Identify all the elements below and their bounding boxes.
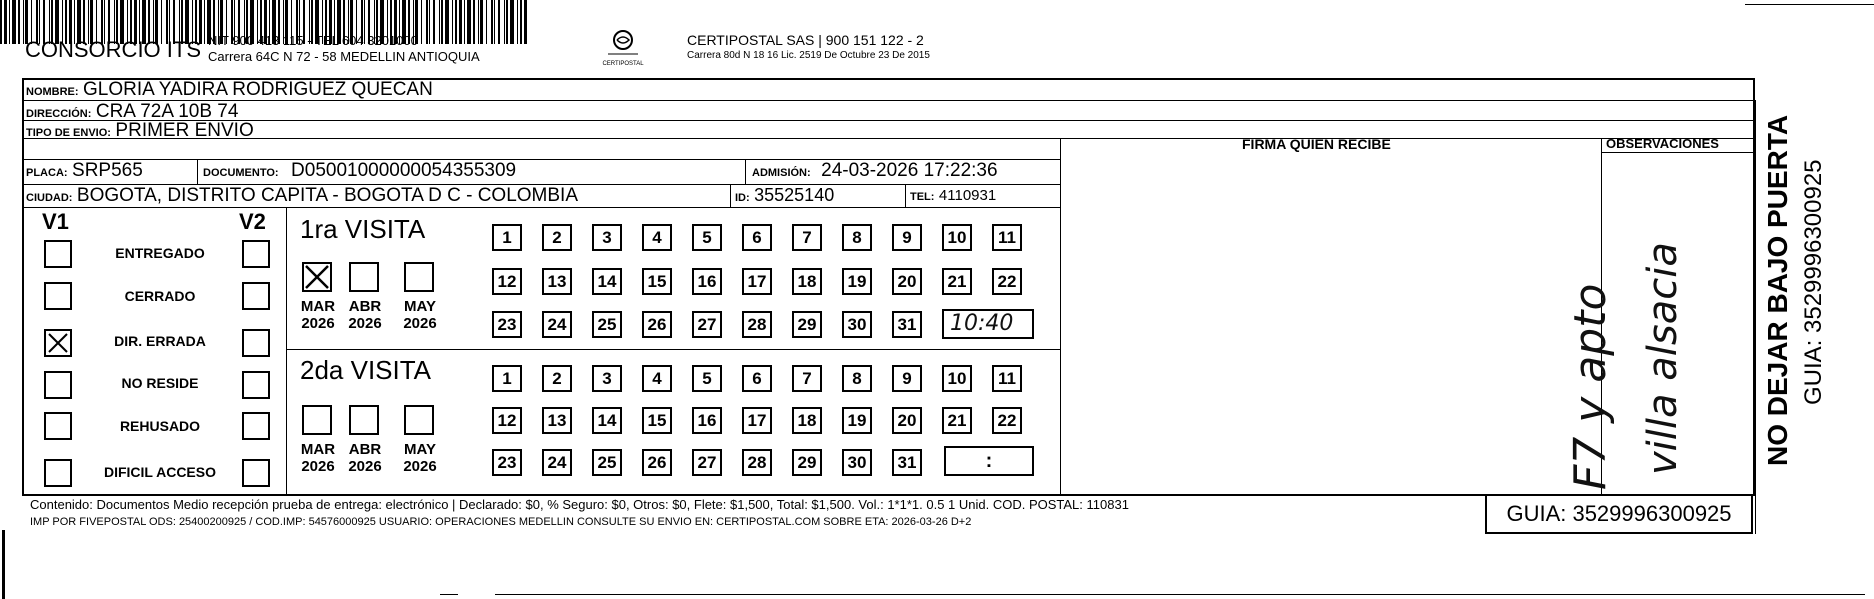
side-guia: GUIA: 3529996300925 <box>1800 159 1827 405</box>
first-visit-day[interactable]: 9 <box>892 224 922 251</box>
rule <box>730 184 731 207</box>
barcode-bar <box>491 0 493 44</box>
barcode-bar <box>504 0 505 44</box>
month-name: MAR <box>300 298 336 315</box>
barcode-bar <box>0 0 2 44</box>
first-visit-day[interactable]: 7 <box>792 224 822 251</box>
barcode-bar <box>494 0 495 44</box>
barcode-bar <box>18 0 20 44</box>
v2-checkbox[interactable] <box>242 459 270 487</box>
certipostal-info <box>687 32 930 61</box>
logo-caption: CERTIPOSTAL <box>602 61 644 67</box>
status-label: ENTREGADO <box>115 245 205 261</box>
second-visit-day[interactable]: 26 <box>642 449 672 476</box>
second-visit-month-checkbox[interactable] <box>404 405 434 435</box>
rule <box>745 159 746 184</box>
month-year: 2026 <box>403 315 437 332</box>
certi-line1: CERTIPOSTAL SAS | 900 151 122 - 2 <box>687 32 924 48</box>
second-visit-day[interactable]: 25 <box>592 449 622 476</box>
barcode-bar <box>9 0 10 44</box>
second-visit-month-checkbox[interactable] <box>302 405 332 435</box>
second-visit-day[interactable]: 10 <box>942 365 972 392</box>
side-warning: NO DEJAR BAJO PUERTA <box>1762 114 1793 466</box>
certipostal-logo <box>600 28 646 68</box>
month-label <box>341 298 389 332</box>
placa-value: SRP565 <box>72 160 143 181</box>
ciudad-value: BOGOTA, DISTRITO CAPITA - BOGOTA D C - COLOMBIA <box>76 185 579 206</box>
v2-checkbox[interactable] <box>242 240 270 268</box>
month-name: MAR <box>300 441 336 458</box>
month-label <box>341 441 389 475</box>
rule <box>22 120 1755 121</box>
barcode-bar <box>486 0 487 44</box>
observaciones-label: OBSERVACIONES <box>1606 136 1719 151</box>
v2-label: V2 <box>239 209 266 234</box>
rule <box>1060 138 1061 494</box>
status-label: CERRADO <box>124 288 196 304</box>
first-visit-day[interactable]: 19 <box>842 268 872 295</box>
first-visit-day[interactable]: 31 <box>892 311 922 338</box>
month-year: 2026 <box>348 458 382 475</box>
month-label <box>396 441 444 475</box>
documento-value: D05001000000054355309 <box>291 160 517 181</box>
nombre-label: NOMBRE: <box>26 86 79 98</box>
second-visit-day[interactable]: 7 <box>792 365 822 392</box>
first-visit-day[interactable]: 27 <box>692 311 722 338</box>
first-visit-time-box[interactable] <box>942 309 1034 339</box>
second-visit-day[interactable]: 19 <box>842 407 872 434</box>
second-visit-day[interactable]: 29 <box>792 449 822 476</box>
second-visit-day[interactable]: 30 <box>842 449 872 476</box>
first-visit-day[interactable]: 18 <box>792 268 822 295</box>
firma-handwriting: F7 y apto <box>1565 283 1616 490</box>
v1-checkbox[interactable] <box>44 240 72 268</box>
tel-value: 4110931 <box>938 187 997 204</box>
month-year: 2026 <box>301 315 335 332</box>
first-visit-day[interactable]: 11 <box>992 224 1022 251</box>
company-info <box>208 33 480 65</box>
first-visit-day[interactable]: 23 <box>492 311 522 338</box>
rule <box>286 207 287 494</box>
second-visit-day[interactable]: 5 <box>692 365 722 392</box>
second-visit-day[interactable]: 23 <box>492 449 522 476</box>
second-visit-day[interactable]: 31 <box>892 449 922 476</box>
scan-line <box>440 594 458 595</box>
v1-checkbox[interactable] <box>44 282 72 310</box>
nombre-row <box>26 79 433 101</box>
tel-group <box>910 187 996 205</box>
first-visit-day[interactable]: 6 <box>742 224 772 251</box>
v1-label: V1 <box>42 209 69 234</box>
second-visit-title: 2da VISITA <box>300 355 432 385</box>
second-visit-day[interactable]: 20 <box>892 407 922 434</box>
month-name: ABR <box>348 298 382 315</box>
first-visit-day[interactable]: 17 <box>742 268 772 295</box>
second-visit-day[interactable]: 14 <box>592 407 622 434</box>
second-visit-day[interactable]: 28 <box>742 449 772 476</box>
second-visit-day[interactable]: 8 <box>842 365 872 392</box>
v2-checkbox[interactable] <box>242 329 270 357</box>
first-visit-day[interactable]: 15 <box>642 268 672 295</box>
id-value: 35525140 <box>754 185 835 205</box>
barcode-bar <box>520 0 522 44</box>
admision-label: ADMISIÓN: <box>752 167 811 179</box>
first-visit-day[interactable]: 21 <box>942 268 972 295</box>
barcode-bar <box>506 0 508 44</box>
second-visit-day[interactable]: 27 <box>692 449 722 476</box>
month-year: 2026 <box>301 458 335 475</box>
placa-label: PLACA: <box>26 167 68 179</box>
second-visit-time-box[interactable] <box>944 446 1034 476</box>
admision-group <box>752 160 998 182</box>
first-visit-day[interactable]: 12 <box>492 268 522 295</box>
footer-line1: Contenido: Documentos Medio recepción prueba de entrega: electrónico | Declarado: $0, % Seguro: $0, Otros: $0, Flete: $1,500, Total: $1,500. Vol.: 1*1*1. 0.5 1 Unid. COD. POSTAL: 110831 <box>30 497 1129 512</box>
second-visit-month-checkbox[interactable] <box>349 405 379 435</box>
tipo-value: PRIMER ENVIO <box>115 120 254 141</box>
second-visit-day[interactable]: 24 <box>542 449 572 476</box>
rule <box>22 138 1755 139</box>
second-visit-day[interactable]: 13 <box>542 407 572 434</box>
month-name: MAY <box>404 441 436 458</box>
second-visit-day[interactable]: 11 <box>992 365 1022 392</box>
ciudad-row <box>26 185 578 207</box>
status-label: REHUSADO <box>119 418 201 434</box>
scan-line <box>495 594 1865 595</box>
scan-line <box>1745 4 1874 5</box>
first-visit-day[interactable]: 10 <box>942 224 972 251</box>
second-visit-day[interactable]: 4 <box>642 365 672 392</box>
first-visit-month-checkbox[interactable] <box>302 262 332 292</box>
check-x-icon <box>304 264 330 290</box>
footer-line2: IMP POR FIVEPOSTAL ODS: 25400200925 / COD.IMP: 54576000925 USUARIO: OPERACIONES MEDELLIN CONSULTE SU ENVIO EN: CERTIPOSTAL.COM SOBRE ETA: 2026-03-26 D+2 <box>30 516 972 528</box>
nit-line: NIT 900 413 115 - TEL 604 3201000 <box>208 33 418 48</box>
v1-checkbox[interactable] <box>44 329 72 357</box>
first-visit-day[interactable]: 8 <box>842 224 872 251</box>
month-name: ABR <box>348 441 382 458</box>
tipo-label: TIPO DE ENVIO: <box>26 127 111 139</box>
second-visit-day[interactable]: 18 <box>792 407 822 434</box>
id-label: ID: <box>735 192 750 204</box>
first-visit-month-checkbox[interactable] <box>404 262 434 292</box>
ciudad-label: CIUDAD: <box>26 192 73 204</box>
first-visit-day[interactable]: 25 <box>592 311 622 338</box>
first-visit-month-checkbox[interactable] <box>349 262 379 292</box>
certi-line2: Carrera 80d N 18 16 Lic. 2519 De Octubre 23 De 2015 <box>687 50 930 61</box>
v2-checkbox[interactable] <box>242 371 270 399</box>
rule <box>197 159 198 184</box>
address-line: Carrera 64C N 72 - 58 MEDELLIN ANTIOQUIA <box>208 49 480 64</box>
first-visit-day[interactable]: 2 <box>542 224 572 251</box>
v1-checkbox[interactable] <box>44 412 72 440</box>
barcode-bar <box>498 0 500 44</box>
status-label: DIFICIL ACCESO <box>103 464 216 480</box>
first-visit-day[interactable]: 30 <box>842 311 872 338</box>
guia-number: GUIA: 3529996300925 <box>1485 494 1753 534</box>
admision-value: 24-03-2026 17:22:36 <box>821 160 998 181</box>
v1-checkbox[interactable] <box>44 371 72 399</box>
first-visit-day[interactable]: 14 <box>592 268 622 295</box>
barcode-bar <box>12 0 16 44</box>
first-visit-day[interactable]: 1 <box>492 224 522 251</box>
scan-line <box>2 530 5 599</box>
second-visit-day[interactable]: 17 <box>742 407 772 434</box>
v2-checkbox[interactable] <box>242 412 270 440</box>
barcode-bar <box>510 0 514 44</box>
barcode-bar <box>204 0 205 44</box>
documento-group <box>203 160 516 182</box>
first-visit-time: 10:40 <box>950 311 1014 336</box>
barcode-bar <box>517 0 518 44</box>
month-year: 2026 <box>403 458 437 475</box>
barcode-bar <box>524 0 527 44</box>
first-visit-day[interactable]: 24 <box>542 311 572 338</box>
second-visit-time: : <box>985 450 993 472</box>
month-label <box>396 298 444 332</box>
first-visit-day[interactable]: 26 <box>642 311 672 338</box>
first-visit-day[interactable]: 16 <box>692 268 722 295</box>
first-visit-day[interactable]: 20 <box>892 268 922 295</box>
first-visit-day[interactable]: 5 <box>692 224 722 251</box>
firma-label: FIRMA QUIEN RECIBE <box>1242 136 1391 152</box>
shipping-form <box>22 78 1755 496</box>
direccion-label: DIRECCIÓN: <box>26 108 92 120</box>
check-x-icon <box>46 331 70 355</box>
nombre-value: GLORIA YADIRA RODRIGUEZ QUECAN <box>83 79 433 100</box>
rule <box>22 207 1060 208</box>
id-group <box>735 185 834 206</box>
first-visit-day[interactable]: 28 <box>742 311 772 338</box>
company-name: CONSORCIO ITS <box>25 37 202 62</box>
observaciones-handwriting: villa alsacia <box>1640 242 1686 475</box>
barcode-bar <box>23 0 24 44</box>
second-visit-day[interactable]: 12 <box>492 407 522 434</box>
documento-label: DOCUMENTO: <box>203 167 279 179</box>
v2-checkbox[interactable] <box>242 282 270 310</box>
placa-row <box>26 160 143 182</box>
first-visit-day[interactable]: 29 <box>792 311 822 338</box>
second-visit-day[interactable]: 15 <box>642 407 672 434</box>
barcode-bar <box>480 0 483 44</box>
month-label <box>294 298 342 332</box>
second-visit-day[interactable]: 2 <box>542 365 572 392</box>
barcode-bar <box>4 0 7 44</box>
rule <box>286 349 1060 350</box>
direccion-value: CRA 72A 10B 74 <box>95 101 239 122</box>
second-visit-day[interactable]: 6 <box>742 365 772 392</box>
rule <box>905 184 906 207</box>
second-visit-day[interactable]: 3 <box>592 365 622 392</box>
v1-checkbox[interactable] <box>44 459 72 487</box>
first-visit-day[interactable]: 22 <box>992 268 1022 295</box>
status-label: DIR. ERRADA <box>114 333 206 349</box>
rule <box>1601 152 1755 153</box>
first-visit-title: 1ra VISITA <box>300 214 426 244</box>
second-visit-day[interactable]: 21 <box>942 407 972 434</box>
tipo-row <box>26 120 254 142</box>
second-visit-day[interactable]: 9 <box>892 365 922 392</box>
second-visit-day[interactable]: 22 <box>992 407 1022 434</box>
first-visit-day[interactable]: 13 <box>542 268 572 295</box>
first-visit-day[interactable]: 3 <box>592 224 622 251</box>
month-year: 2026 <box>348 315 382 332</box>
rule <box>1755 100 1756 534</box>
second-visit-day[interactable]: 16 <box>692 407 722 434</box>
second-visit-day[interactable]: 1 <box>492 365 522 392</box>
status-label: NO RESIDE <box>121 375 199 391</box>
tel-label: TEL: <box>910 191 935 203</box>
month-label <box>294 441 342 475</box>
month-name: MAY <box>404 298 436 315</box>
first-visit-day[interactable]: 4 <box>642 224 672 251</box>
